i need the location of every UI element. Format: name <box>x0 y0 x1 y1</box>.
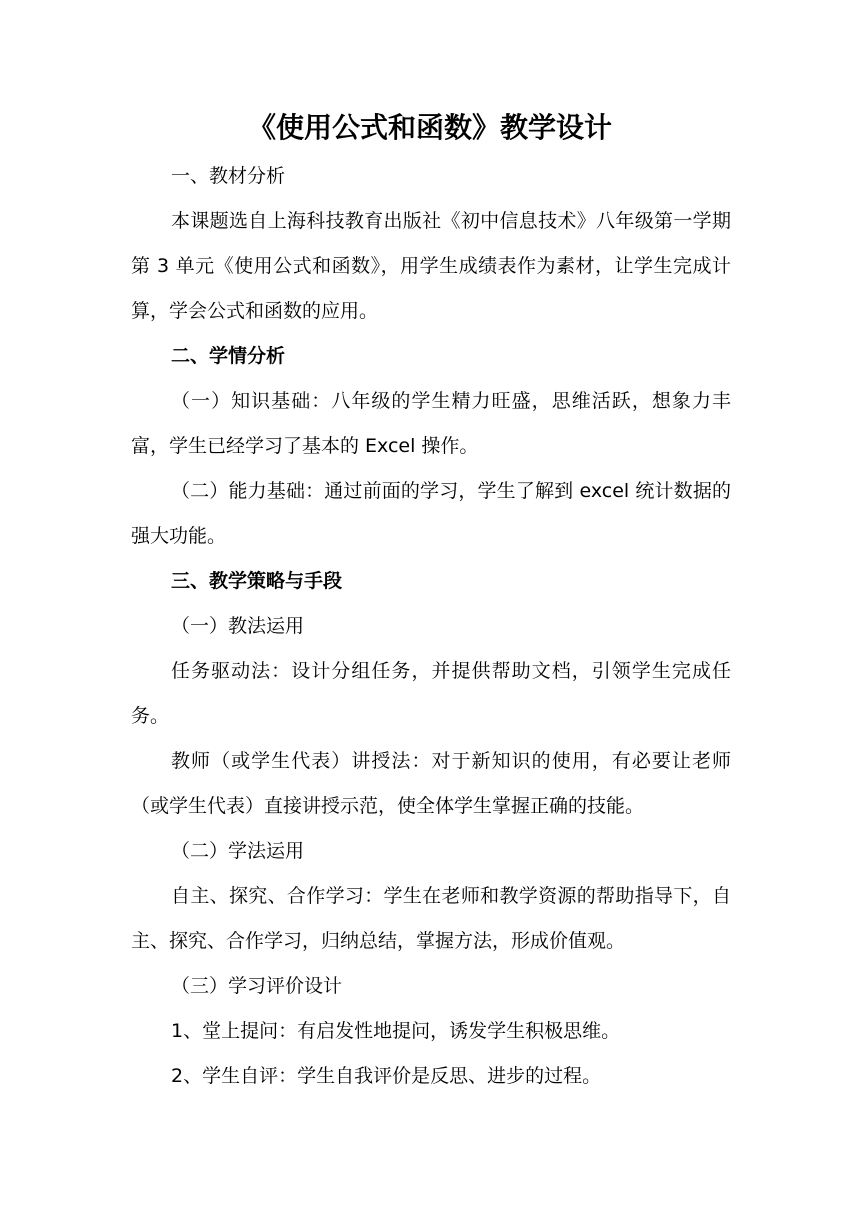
section-heading-textbook-analysis: 一、教材分析 <box>171 165 286 187</box>
document-title: 《使用公式和函数》教学设计 <box>247 111 612 144</box>
section-heading-teaching-strategy: 三、教学策略与手段 <box>171 570 343 592</box>
paragraph-task-driven-method: 任务驱动法：设计分组任务，并提供帮助文档，引领学生完成任务。 <box>131 660 731 727</box>
paragraph-ability-base: （二）能力基础：通过前面的学习，学生了解到 excel 统计数据的强大功能。 <box>131 480 731 547</box>
subheading-teaching-methods: （一）教法运用 <box>171 615 305 637</box>
paragraph-knowledge-base: （一）知识基础：八年级的学生精力旺盛，思维活跃，想象力丰富，学生已经学习了基本的 Excel 操作。 <box>131 390 731 457</box>
list-item-self-evaluation: 2、学生自评：学生自我评价是反思、进步的过程。 <box>171 1065 602 1087</box>
paragraph-cooperative-learning: 自主、探究、合作学习：学生在老师和教学资源的帮助指导下，自主、探究、合作学习，归纳总结，掌握方法，形成价值观。 <box>131 885 731 952</box>
paragraph-textbook-analysis: 本课题选自上海科技教育出版社《初中信息技术》八年级第一学期第 3 单元《使用公式和函数》，用学生成绩表作为素材，让学生完成计算，学会公式和函数的应用。 <box>131 210 731 322</box>
subheading-learning-methods: （二）学法运用 <box>171 840 305 862</box>
paragraph-lecture-method: 教师（或学生代表）讲授法：对于新知识的使用，有必要让老师（或学生代表）直接讲授示范，使全体学生掌握正确的技能。 <box>131 750 731 817</box>
section-heading-student-analysis: 二、学情分析 <box>171 345 286 367</box>
list-item-classroom-questions: 1、堂上提问：有启发性地提问，诱发学生积极思维。 <box>171 1020 621 1042</box>
document-body <box>131 154 731 1099</box>
subheading-learning-evaluation: （三）学习评价设计 <box>171 975 343 997</box>
